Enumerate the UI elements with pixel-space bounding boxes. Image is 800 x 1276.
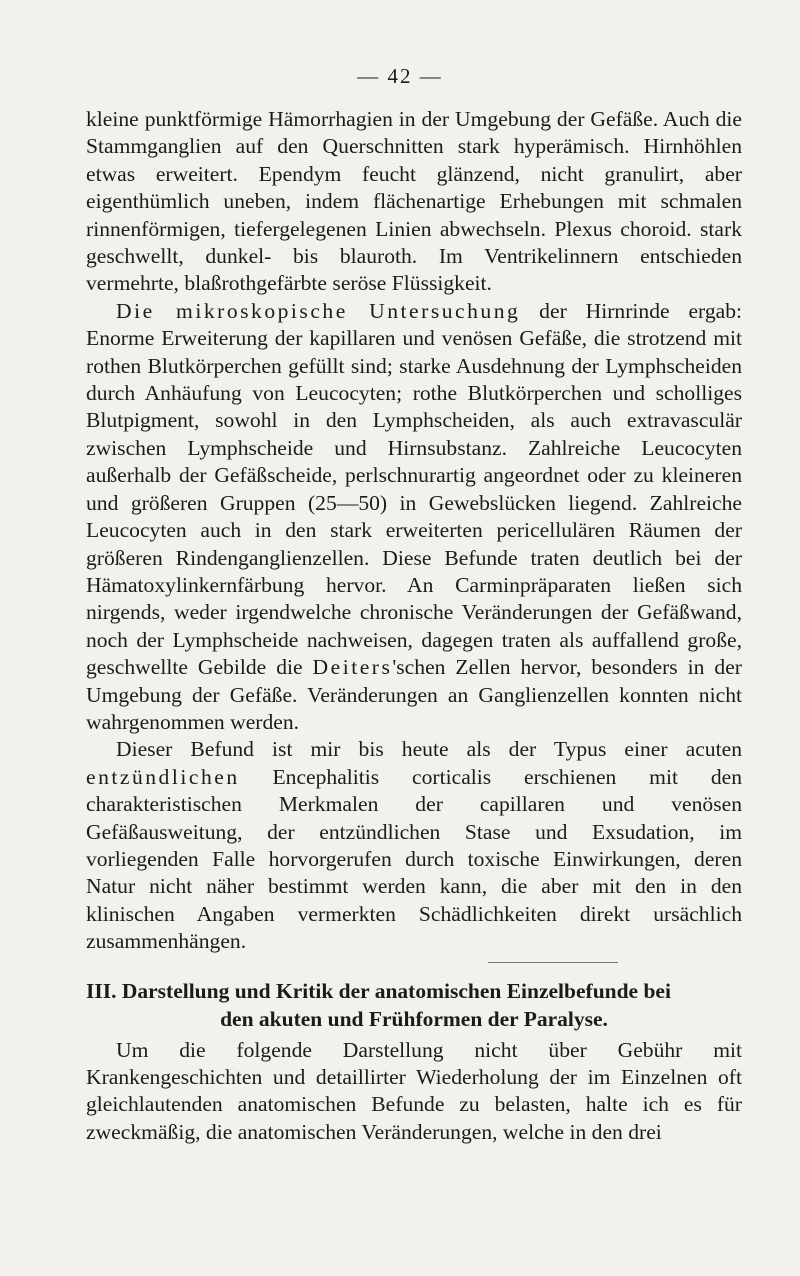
body-text (86, 106, 742, 1146)
section-heading (86, 977, 742, 1033)
paragraph-autopsy-findings: kleine punktförmige Hämorrhagien in der Umgebung der Gefäße. Auch die Stammganglien auf den Querschnitten stark hyperämisch. Hirnhöhlen etwas erweitert. Ependym feucht glänzend, nicht granulirt, aber eigenthümlich uneben, indem flächenartige Erhebungen mit schmalen rinnenförmigen, tiefergelegenen Linien abwechseln. Plexus choroid. stark geschwellt, dunkel- bis blauroth. Im Ventrikelinnern entschieden vermehrte, blaßrothgefärbte seröse Flüssigkeit. (86, 107, 742, 296)
interpretation-tail: Encephalitis corticalis erschienen mit den charakteristischen Merkmalen der capillaren und venösen Gefäßausweitung, der entzündlichen Stase und Exsudation, im vorliegenden Falle horvorgerufen durch toxische Einwirkungen, deren Natur nicht näher bestimmt werden kann, die aber mit den in den klinischen Angaben vermerkten Schädlichkeiten direkt ursächlich zusammenhängen. (86, 764, 742, 954)
microscopic-examination-text: der Hirnrinde ergab: Enorme Erweiterung der kapillaren und venösen Gefäße, die strotzend mit rothen Blutkörperchen gefüllt sind; starke Ausdehnung der Lymphscheiden durch Anhäufung von Leucocyten; rothe Blutkörperchen und scholliges Blutpigment, sowohl in den Lymphscheiden, als auch extravasculär zwischen Lymphscheide und Hirnsubstanz. Zahlreiche Leucocyten außerhalb der Gefäßscheide, perlschnurartig angeordnet oder zu kleineren und größeren Gruppen (25—50) in Gewebslücken liegend. Zahlreiche Leucocyten auch in den stark erweiterten pericellulären Räumen der größeren Rindenganglienzellen. Diese Befunde traten deutlich bei der Hämatoxylinkernfärbung hervor. An Carminpräparaten ließen sich nirgends, weder irgendwelche chronische Veränderungen der Gefäßwand, noch der Lymphscheide nachweisen, dagegen traten als auffallend große, geschwellte Gebilde die (86, 298, 743, 680)
microscopic-examination-tail: 'schen Zellen hervor, besonders in der Umgebung der Gefäße. Veränderungen an Ganglienzellen konnten nicht wahrgenommen werden. (86, 655, 742, 734)
paragraph-section-intro: Um die folgende Darstellung nicht über Gebühr mit Krankengeschichten und detaillirter Wiederholung der im Einzelnen oft gleichlautenden anatomischen Befunde zu belasten, halte ich es für zweckmäßig, die anatomischen Veränderungen, welche in den drei (86, 1037, 742, 1144)
section-heading-line-2: den akuten und Frühformen der Paralyse. (220, 1006, 608, 1031)
deiters-name: Deiters (312, 655, 393, 680)
interpretation-head: Dieser Befund ist mir bis heute als der Typus einer acuten (116, 737, 742, 762)
paragraph-microscopic-examination (86, 298, 742, 737)
section-heading-line-1: III. Darstellung und Kritik der anatomischen Einzelbefunde bei (86, 978, 671, 1003)
section-divider (488, 962, 618, 963)
microscopic-examination-lead: Die mikroskopische Untersuchung (116, 298, 521, 323)
page-number: — 42 — (357, 64, 443, 88)
paragraph-interpretation (86, 736, 742, 955)
interpretation-emphasis: entzündlichen (86, 764, 240, 789)
